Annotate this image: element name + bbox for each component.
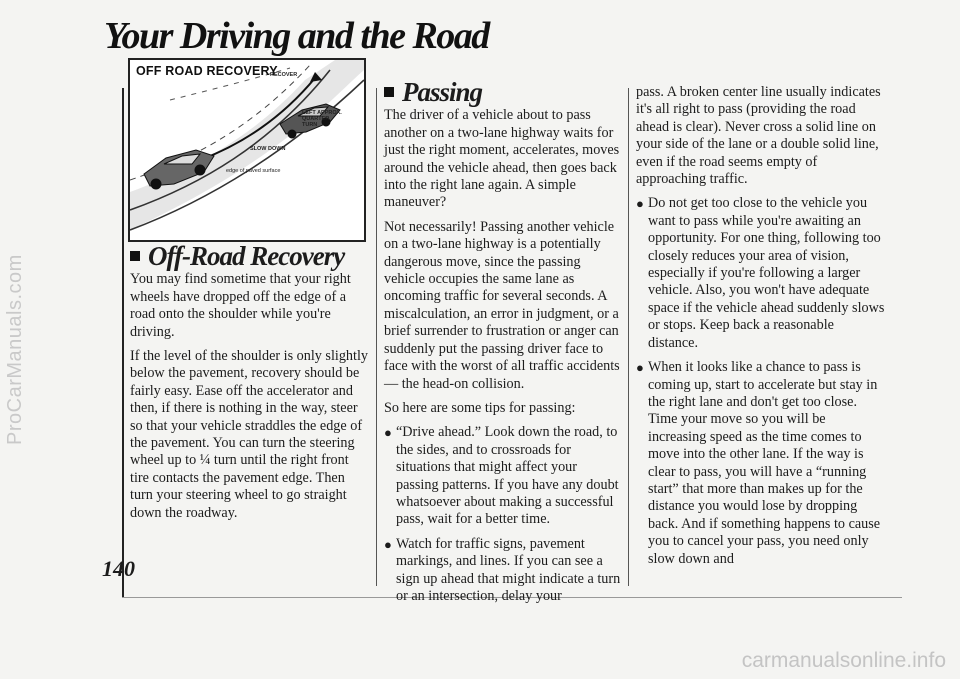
off-road-recovery-figure — [128, 58, 366, 242]
list-item: ● When it looks like a chance to pass is coming up, start to accelerate but stay in the right lane and don't get too close. Time your move so you will be increasing speed as the time comes to move into the other lane. If the way is clear to pass, you will have a “running start” that more than makes up for the distance you would lose by dropping back. And if something happens to cause you to cancel your pass, you need only slow down and — [636, 359, 881, 567]
side-watermark: ProCarManuals.com — [4, 254, 26, 446]
paragraph: pass. A broken center line usually indicates it's all right to pass (providing the road ahead is clear). Never cross a solid line on your side of the lane or a double solid line, even if the road seems empty of approaching traffic. — [636, 84, 881, 188]
list-item: ● Do not get too close to the vehicle you want to pass while you're awaiting an opportunity. For one thing, following too closely reduces your area of vision, especially if you're following a larger vehicle. Also, you won't have adequate space if the vehicle ahead suddenly slows or stops. Keep back a reasonable distance. — [636, 195, 885, 351]
paragraph: You may find sometime that your right wheels have dropped off the edge of a road onto the shoulder while you're driving. — [130, 271, 351, 340]
label-edge: edge of paved surface — [226, 168, 281, 174]
passing-continued — [636, 84, 886, 575]
paragraph: The driver of a vehicle about to pass another on a two-lane highway waits for just the right moment, accelerates, moves around the vehicle ahead, then goes back into the right lane again. A simple maneuver? — [384, 107, 620, 211]
paragraph: So here are some tips for passing: — [384, 399, 576, 416]
column-divider-2 — [628, 88, 629, 586]
label-left-turn: LEFT APPROX. QUARTER TURN — [302, 110, 342, 128]
bullet-icon: ● — [384, 425, 392, 441]
bullet-icon: ● — [384, 536, 392, 552]
bullet-icon: ● — [636, 360, 644, 376]
paragraph: Not necessarily! Passing another vehicle on a two-lane highway is a potentially dangerous move, since the passing vehicle occupies the same lane as oncoming traffic for several seconds. A miscalculation, an error in judgment, or a brief surrender to frustration or anger can suddenly put the passing driver face to face with the worst of all traffic accidents — the head-on collision. — [384, 218, 620, 392]
paragraph: If the level of the shoulder is only slightly below the pavement, recovery should be fairly easy. Ease off the accelerator and then, if there is nothing in the way, steer so that your vehicle straddles the edge of the pavement. You can turn the steering wheel up to ¼ turn until the right front tire contacts the pavement edge. Then turn your steering wheel to go straight down the roadway. — [130, 348, 368, 521]
passing-section — [384, 77, 622, 612]
off-road-heading: Off-Road Recovery — [130, 248, 368, 265]
list-item: ● “Drive ahead.” Look down the road, to the sides, and to crossroads for situations that might affect your passing patterns. If you have any doubt whatsoever about making a successful pass, wait for a better time. — [384, 424, 619, 528]
road-illustration — [130, 60, 364, 240]
heading-square-icon — [384, 87, 394, 97]
bottom-watermark: carmanualsonline.info — [741, 649, 946, 672]
label-slow-down: SLOW DOWN — [250, 146, 286, 152]
column-divider-1 — [376, 88, 377, 586]
page-number: 140 — [102, 556, 135, 581]
label-recover: RECOVER — [270, 72, 298, 78]
margin-rule — [122, 88, 124, 598]
bullet-icon: ● — [636, 196, 644, 212]
off-road-section — [130, 241, 368, 529]
list-item: ● Watch for traffic signs, pavement markings, and lines. If you can see a sign up ahead that might indicate a turn or an intersection, delay your — [384, 535, 621, 604]
heading-square-icon — [130, 251, 140, 261]
figure-title: OFF ROAD RECOVERY — [136, 64, 278, 78]
page-title: Your Driving and the Road — [104, 15, 489, 57]
passing-heading: Passing — [384, 84, 622, 101]
